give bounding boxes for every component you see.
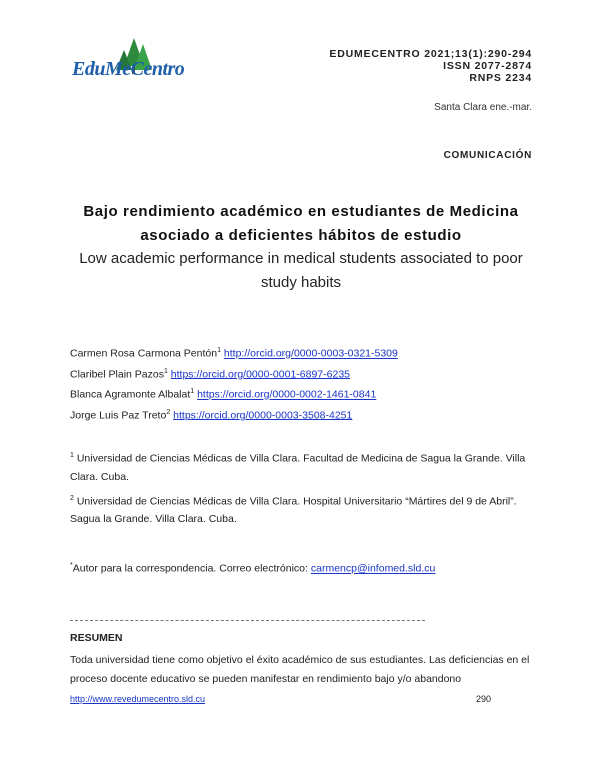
affiliation-text: Universidad de Ciencias Médicas de Villa Clara. Hospital Universitario “Mártires del 9 de Abril”. Sagua la Grande. Villa Clara. Cuba. [70,495,517,525]
author-name: Claribel Plain Pazos [70,368,164,380]
issn: ISSN 2077-2874 [443,60,532,72]
affiliation-sup: 2 [70,494,74,502]
affiliation-text: Universidad de Ciencias Médicas de Villa Clara. Facultad de Medicina de Sagua la Grande. Villa Clara. Cuba. [70,452,526,483]
author-entry [70,383,398,404]
title-spanish: Bajo rendimiento académico en estudiantes de Medicina asociado a deficientes hábitos de estudio [83,203,519,244]
orcid-link[interactable]: https://orcid.org/0000-0001-6897-6235 [170,368,351,380]
dateline: Santa Clara ene.-mar. [434,102,532,113]
affiliation-sup: 1 [70,452,74,459]
orcid-link[interactable]: http://orcid.org/0000-0003-0321-5309 [223,347,398,360]
section-label: COMUNICACIÓN [443,150,532,161]
citation-block [329,48,532,84]
author-entry [70,404,398,425]
author-entry [70,342,398,363]
orcid-link[interactable]: https://orcid.org/0000-0002-1461-0841 [197,388,377,401]
footnote-divider [70,620,425,621]
correspondence-email-link[interactable]: carmencp@infomed.sld.cu [310,562,436,575]
citation: EDUMECENTRO 2021;13(1):290-294 [329,48,532,60]
author-list [70,342,398,424]
affiliation-entry [70,490,532,529]
author-affil-sup: 1 [190,388,195,395]
title-english: Low academic performance in medical students associated to poor study habits [79,250,523,291]
abstract-heading: RESUMEN [70,632,123,644]
orcid-link[interactable]: https://orcid.org/0000-0003-3508-4251 [173,409,353,421]
correspondence-label: Autor para la correspondencia. Correo electrónico: [72,562,308,575]
page-number: 290 [476,694,492,704]
author-affil-sup: 1 [163,367,168,375]
author-name: Jorge Luis Paz Treto [70,409,167,421]
affiliation-entry [70,447,532,486]
author-affil-sup: 1 [217,347,221,354]
footer-journal-link[interactable]: http://www.revedumecentro.sld.cu [70,694,206,704]
author-name: Carmen Rosa Carmona Pentón [70,347,218,360]
author-name: Blanca Agramonte Albalat [70,388,191,401]
correspondence-sup: * [70,562,73,569]
author-entry [70,363,398,384]
affiliations [70,447,532,532]
abstract-text: Toda universidad tiene como objetivo el éxito académico de sus estudiantes. Las deficiencias en el proceso docente educativo se pueden manifestar en rendimiento bajo y/o abandono [70,654,530,685]
rnps: RNPS 2234 [469,72,532,84]
journal-logo [72,36,197,98]
logo-wordmark: EduMeCentro [72,58,185,80]
author-affil-sup: 2 [166,408,171,416]
correspondence [70,562,435,575]
